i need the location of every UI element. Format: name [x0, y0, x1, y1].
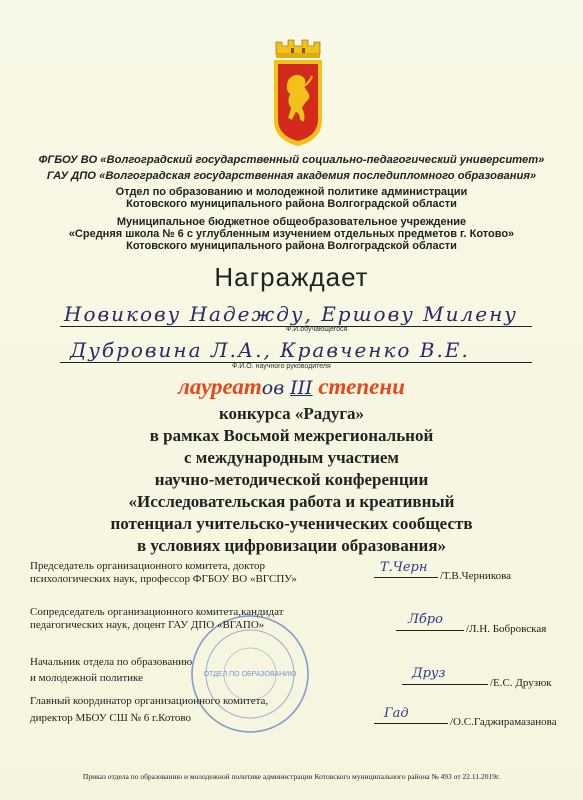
- signature-4-name: /О.С.Гаджирамазанова: [450, 716, 557, 728]
- supervisor-caption: Ф.И.О. научного руководителя: [232, 363, 331, 370]
- signature-4-scrawl: Гад: [384, 706, 409, 721]
- school-line3: Котовского муниципального района Волгоградской области: [126, 240, 457, 252]
- signature-3-name: /Е.С. Друзюк: [490, 677, 552, 689]
- department-line2: Котовского муниципального района Волгоградской области: [126, 198, 457, 210]
- signature-2-name: /Л.Н. Бобровская: [466, 623, 547, 635]
- signature-3-role-line2: и молодежной политике: [30, 672, 143, 684]
- signature-2-scrawl: Лбро: [408, 612, 443, 627]
- signature-1-name: /Т.В.Черникова: [440, 570, 512, 582]
- academy-name: ГАУ ДПО «Волгоградская государственная академия последипломного образования»: [46, 170, 537, 182]
- contest-line1: конкурса «Радуга»: [218, 404, 365, 423]
- coat-of-arms-icon: [272, 36, 324, 148]
- contest-line2: в рамках Восьмой межрегиональной: [149, 426, 434, 445]
- contest-line3: с международным участием: [183, 448, 399, 467]
- school-line1: Муниципальное бюджетное общеобразовательное учреждение: [116, 216, 467, 228]
- school-line2: «Средняя школа № 6 с углубленным изучением отдельных предметов г. Котово»: [68, 228, 515, 240]
- contest-line6: потенциал учительско-ученических сообществ: [110, 514, 473, 533]
- signature-1-line: [374, 577, 438, 578]
- signature-4-role-line2: директор МБОУ СШ № 6 г.Котово: [30, 712, 191, 724]
- students-caption: Ф.И.обучающегося: [286, 326, 348, 333]
- contest-line4: научно-методической конференции: [154, 470, 429, 489]
- students-handwritten: Новикову Надежду, Ершову Милену: [64, 302, 518, 326]
- signature-1-role-line1: Председатель организационного комитета, доктор: [30, 560, 265, 572]
- laureate-suffix-handwritten: ов: [261, 377, 285, 399]
- signature-2-line: [396, 630, 464, 631]
- contest-line5: «Исследовательская работа и креативный: [128, 492, 455, 511]
- stamp-text: ОТДЕЛ ПО ОБРАЗОВАНИЮ: [203, 671, 297, 678]
- supervisor-handwritten: Дубровина Л.А., Кравченко В.Е.: [70, 338, 470, 362]
- signature-3-line: [402, 684, 488, 685]
- laureate-line: [0, 374, 583, 400]
- laureate-word: лауреат: [178, 374, 262, 399]
- signature-2-role-line1: Сопредседатель организационного комитета,кандидат: [30, 606, 284, 618]
- laureate-degree-word: степени: [318, 374, 405, 399]
- signature-1-role-line2: психологических наук, профессор ФГБОУ ВО «ВГСПУ»: [30, 573, 297, 585]
- contest-line7: в условиях цифровизации образования»: [136, 536, 447, 555]
- signature-4-line: [374, 723, 448, 724]
- award-title: Награждает: [214, 262, 369, 292]
- university-name: ФГБОУ ВО «Волгоградский государственный социально-педагогический университет»: [38, 154, 545, 166]
- department-line1: Отдел по образованию и молодежной политике администрации: [115, 186, 468, 198]
- signature-3-scrawl: Друз: [412, 666, 446, 681]
- signature-3-role-line1: Начальник отдела по образованию: [30, 656, 193, 668]
- signature-4-role-line1: Главный координатор организационного комитета,: [30, 695, 269, 707]
- order-footer: Приказ отдела по образованию и молодежной политике администрации Котовского муниципального района № 493 от 22.11.2019г.: [82, 772, 501, 781]
- signature-2-role-line2: педагогических наук, доцент ГАУ ДПО «ВГАПО»: [30, 619, 265, 631]
- laureate-degree-handwritten: III: [290, 377, 313, 399]
- signature-1-scrawl: Т.Черн: [380, 560, 428, 575]
